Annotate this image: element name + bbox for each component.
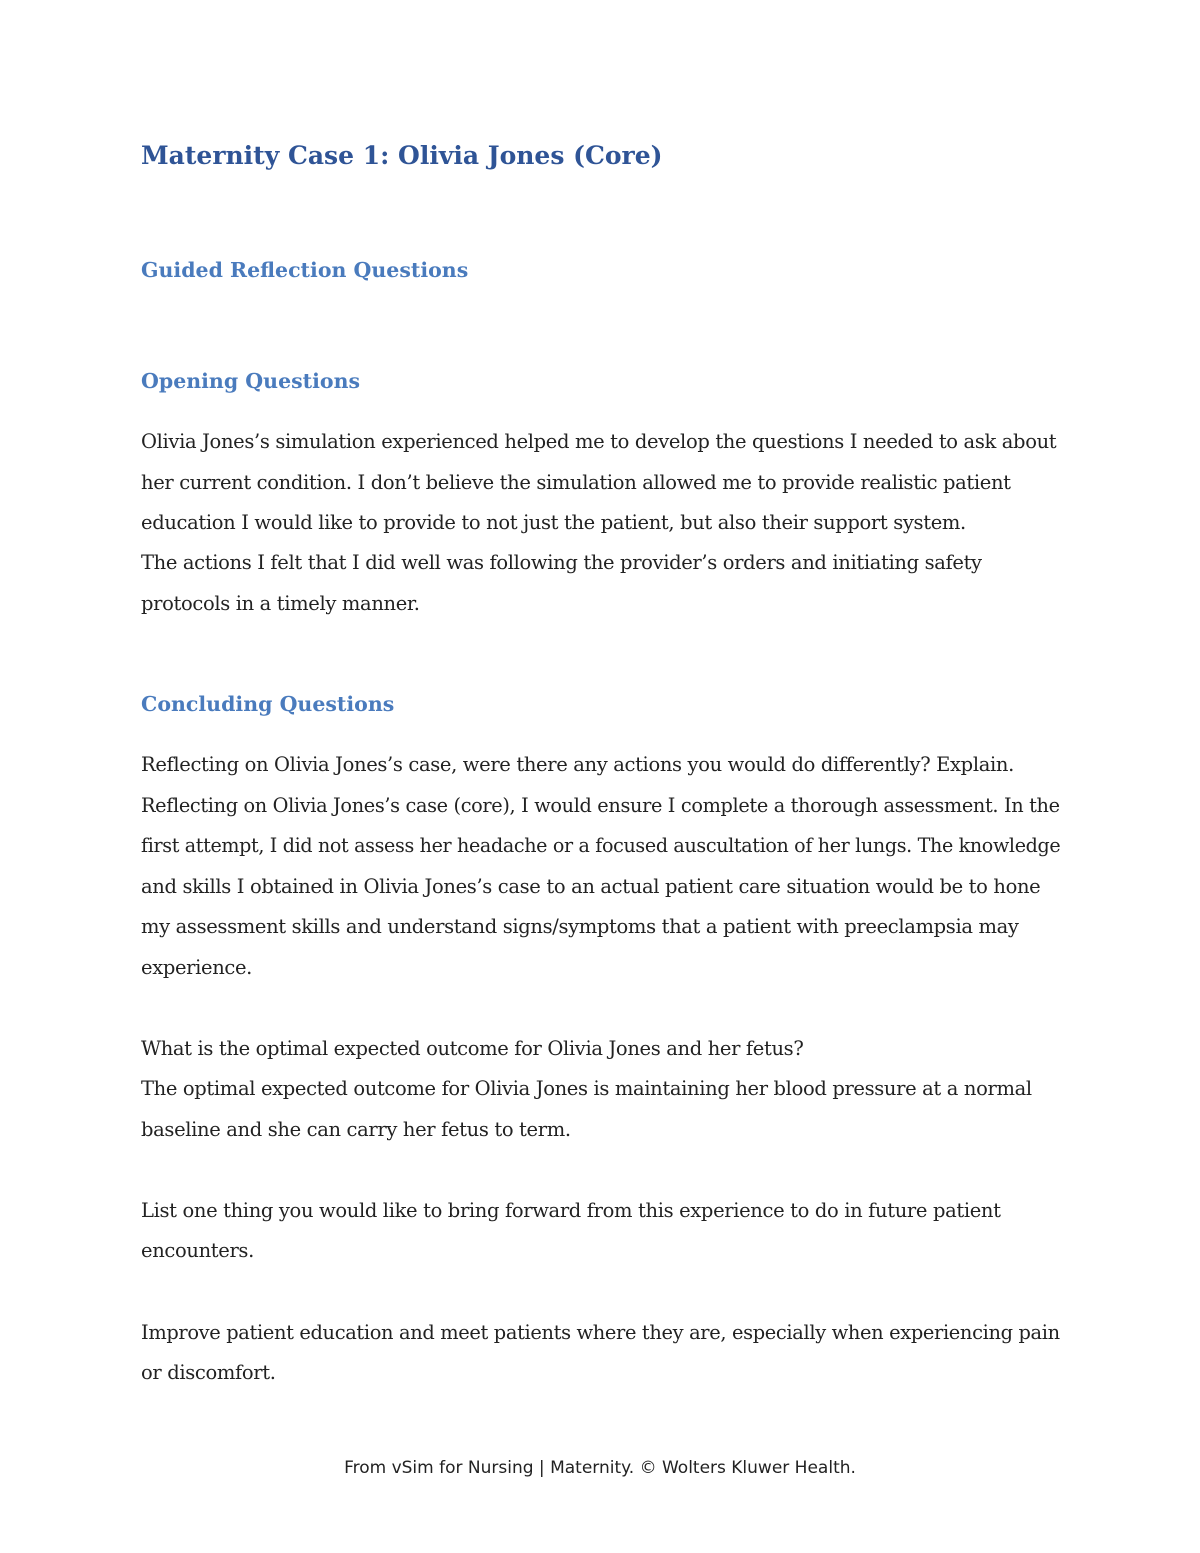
opening-questions-heading: Opening Questions [141,369,361,393]
concluding-text-line: Improve patient education and meet patients where they are, especially when experiencing pain [141,1321,1060,1344]
concluding-questions-heading: Concluding Questions [141,692,395,716]
page-footer: From vSim for Nursing | Maternity. © Wolters Kluwer Health. [344,1458,856,1478]
opening-text-line: Olivia Jones’s simulation experienced helped me to develop the questions I needed to ask about [141,430,1057,453]
concluding-text-line: or discomfort. [141,1361,276,1384]
concluding-text-line: Reflecting on Olivia Jones’s case (core), I would ensure I complete a thorough assessment. In the [141,794,1060,817]
concluding-text-line: List one thing you would like to bring forward from this experience to do in future patient [141,1199,1001,1222]
section-heading: Guided Reflection Questions [141,258,469,282]
concluding-text-line: experience. [141,956,253,979]
page-title: Maternity Case 1: Olivia Jones (Core) [141,141,663,170]
concluding-text-line: first attempt, I did not assess her headache or a focused auscultation of her lungs. The knowledge [141,834,1061,857]
opening-text-line: protocols in a timely manner. [141,592,420,615]
opening-text-line: her current condition. I don’t believe the simulation allowed me to provide realistic patient [141,471,1011,494]
concluding-text-line: encounters. [141,1239,254,1262]
concluding-text-line: my assessment skills and understand signs/symptoms that a patient with preeclampsia may [141,915,1019,938]
opening-text-line: The actions I felt that I did well was following the provider’s orders and initiating safety [141,551,982,574]
concluding-text-line: and skills I obtained in Olivia Jones’s case to an actual patient care situation would be to hone [141,875,1041,898]
concluding-text-line: Reflecting on Olivia Jones’s case, were there any actions you would do differently? Explain. [141,753,1014,776]
concluding-text-line: The optimal expected outcome for Olivia Jones is maintaining her blood pressure at a normal [141,1077,1032,1100]
concluding-text-line: baseline and she can carry her fetus to term. [141,1118,571,1141]
concluding-text-line: What is the optimal expected outcome for Olivia Jones and her fetus? [141,1037,804,1060]
opening-text-line: education I would like to provide to not just the patient, but also their support system. [141,511,966,534]
